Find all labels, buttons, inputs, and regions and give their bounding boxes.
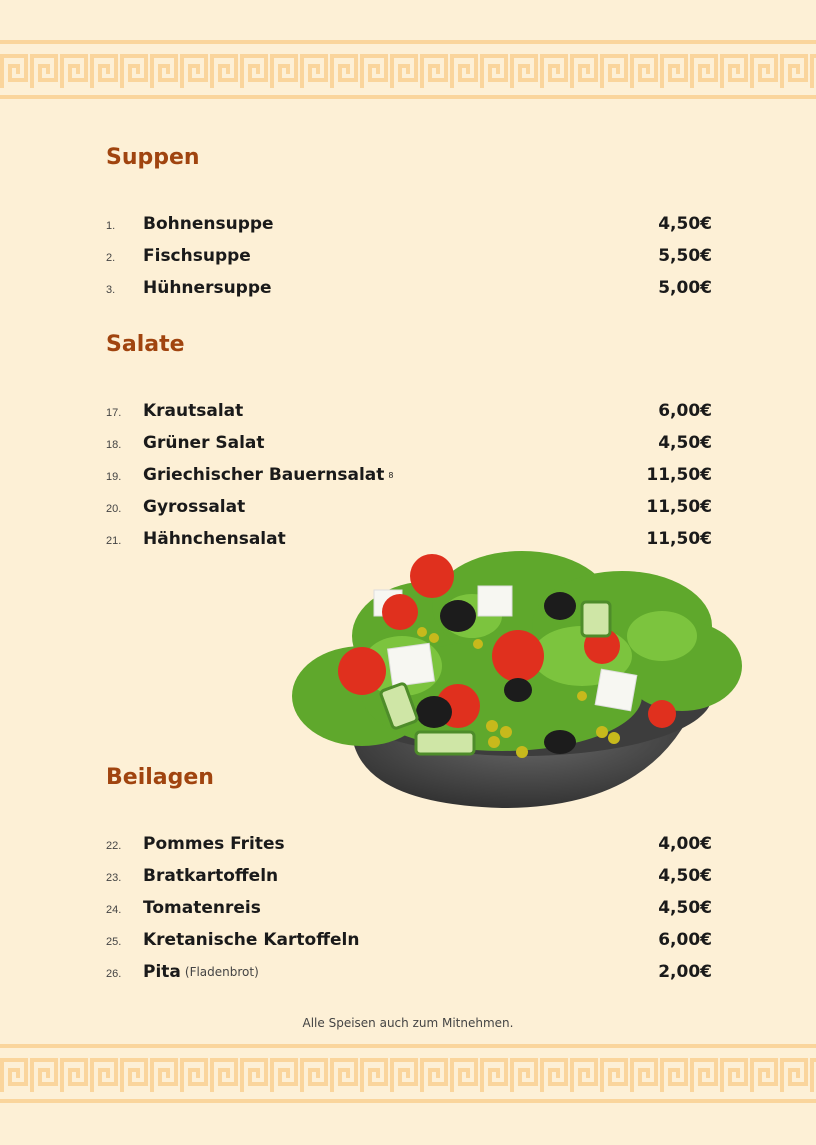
item-name: Bratkartoffeln <box>143 866 279 886</box>
item-name: Hähnchensalat <box>143 529 286 549</box>
item-number: 17. <box>106 406 122 419</box>
item-price: 4,50€ <box>658 433 712 453</box>
item-price: 5,50€ <box>658 246 712 266</box>
item-price: 4,50€ <box>658 898 712 918</box>
item-note: (Fladenbrot) <box>184 965 259 979</box>
item-name: Hühnersuppe <box>143 278 272 298</box>
item-name: Gyrossalat <box>143 497 246 517</box>
menu-item <box>106 860 712 892</box>
greek-key-border-top <box>0 40 816 100</box>
item-name: Krautsalat <box>143 401 244 421</box>
allergen-note: 8 <box>388 470 394 480</box>
menu-item <box>106 459 712 491</box>
item-number: 18. <box>106 438 122 451</box>
item-price: 11,50€ <box>646 497 712 517</box>
salad-bowl-image <box>282 546 746 816</box>
item-name: Griechischer Bauernsalat <box>143 465 385 485</box>
item-number: 24. <box>106 903 122 916</box>
menu-item <box>106 491 712 523</box>
menu-item <box>106 956 712 988</box>
item-number: 1. <box>106 219 116 232</box>
item-name: Grüner Salat <box>143 433 265 453</box>
menu-item <box>106 892 712 924</box>
item-number: 20. <box>106 502 122 515</box>
item-name: Bohnensuppe <box>143 214 274 234</box>
item-name: Kretanische Kartoffeln <box>143 930 360 950</box>
item-price: 4,50€ <box>658 214 712 234</box>
menu-list-beilagen <box>106 828 712 988</box>
menu-list-suppen <box>106 208 712 304</box>
menu-item <box>106 272 712 304</box>
item-price: 6,00€ <box>658 930 712 950</box>
greek-key-border-bottom <box>0 1044 816 1104</box>
footer-note: Alle Speisen auch zum Mitnehmen. <box>302 1016 514 1030</box>
item-number: 19. <box>106 470 122 483</box>
item-name: Fischsuppe <box>143 246 251 266</box>
item-number: 21. <box>106 534 122 547</box>
menu-item <box>106 828 712 860</box>
item-price: 2,00€ <box>658 962 712 982</box>
item-number: 23. <box>106 871 122 884</box>
menu-item <box>106 924 712 956</box>
item-name: Pita <box>143 962 181 982</box>
item-number: 2. <box>106 251 116 264</box>
item-price: 4,50€ <box>658 866 712 886</box>
item-name: Pommes Frites <box>143 834 285 854</box>
item-price: 11,50€ <box>646 465 712 485</box>
section-title-beilagen: Beilagen <box>106 765 214 790</box>
menu-item <box>106 208 712 240</box>
menu-item <box>106 240 712 272</box>
item-price: 11,50€ <box>646 529 712 549</box>
menu-list-salate <box>106 395 712 555</box>
section-title-suppen: Suppen <box>106 145 200 170</box>
item-number: 3. <box>106 283 116 296</box>
item-number: 25. <box>106 935 122 948</box>
section-title-salate: Salate <box>106 332 185 357</box>
item-price: 5,00€ <box>658 278 712 298</box>
menu-item <box>106 427 712 459</box>
item-price: 4,00€ <box>658 834 712 854</box>
item-number: 26. <box>106 967 122 980</box>
item-price: 6,00€ <box>658 401 712 421</box>
menu-item <box>106 395 712 427</box>
item-number: 22. <box>106 839 122 852</box>
item-name: Tomatenreis <box>143 898 261 918</box>
